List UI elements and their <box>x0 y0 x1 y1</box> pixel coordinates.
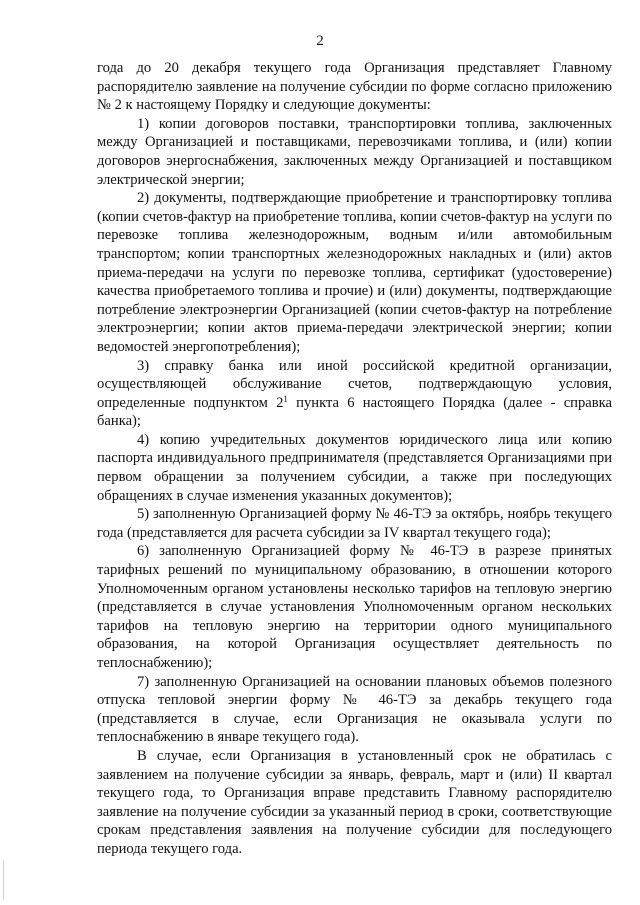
document-body <box>97 59 612 859</box>
closing-paragraph: В случае, если Организация в установленный срок не обратилась с заявлением на получение субсидии за январь, февраль, март и (или) II квартал текущего года, то Организация вправе представить Главному распорядителю заявление на получение субсидии за указанный период в сроки, соответствующие срокам представления заявления на получение субсидии для последующего периода текущего года. <box>97 747 612 857</box>
list-item-6: 6) заполненную Организацией форму № 46-ТЭ в разрезе принятых тарифных решений по муниципальному образованию, в отношении которого Уполномоченным органом установлены несколько тарифов на тепловую энергию (представляется в случае установления Уполномоченным органом нескольких тарифов на тепловую энергию на территории одного муниципального образования, на которой Организация осуществляет деятельность по теплоснабжению); <box>97 543 612 671</box>
scan-edge-line <box>3 860 4 900</box>
list-item-4: 4) копию учредительных документов юридического лица или копию паспорта индивидуального предпринимателя (представляется Организациями при первом обращении за получением субсидии, а также при последующих обращениях в случае изменения указанных документов); <box>97 431 612 504</box>
list-item-1: 1) копии договоров поставки, транспортировки топлива, заключенных между Организацией и поставщиками, перевозчиками топлива, и (или) копии договоров энергоснабжения, заключенных между Организацией и поставщиком электрической энергии; <box>97 115 612 188</box>
list-item-3-text-after: пункта 6 настоящего Порядка (далее - справка банка); <box>97 394 613 430</box>
page-number: 2 <box>316 33 324 49</box>
list-item-7: 7) заполненную Организацией на основании плановых объемов полезного отпуска тепловой энергии форму № 46-ТЭ за декабрь текущего года (представляется в случае, если Организация не оказывала услуги по теплоснабжению в январе текущего года). <box>97 673 612 746</box>
list-item-3 <box>97 357 612 431</box>
superscript-marker: 1 <box>283 393 288 404</box>
list-item-3-text-before: 3) справку банка или иной российской кредитной организации, осуществляющей обслуживание счетов, подтверждающую условия, определенные подпунктом 2 <box>97 357 612 411</box>
list-item-2: 2) документы, подтверждающие приобретение и транспортировку топлива (копии счетов-фактур на приобретение топлива, копии счетов-фактур на услуги по перевозке топлива железнодорожным, водным и/или автомобильным транспортом; копии транспортных железнодорожных накладных и (или) актов приема-передачи на услуги по перевозке топлива, сертификат (удостоверение) качества приобретаемого топлива и прочие) и (или) документы, подтверждающие потребление электроэнергии Организацией (копии счетов-фактур на потребление электроэнергии; копии актов приема-передачи электрической энергии; копии ведомостей энергопотребления); <box>97 190 612 355</box>
intro-paragraph: года до 20 декабря текущего года Организация представляет Главному распорядителю заявление на получение субсидии по форме согласно приложению № 2 к настоящему Порядку и следующие документы: <box>97 60 612 114</box>
list-item-5: 5) заполненную Организацией форму № 46-ТЭ за октябрь, ноябрь текущего года (представляется для расчета субсидии за IV квартал текущего года); <box>97 506 612 541</box>
